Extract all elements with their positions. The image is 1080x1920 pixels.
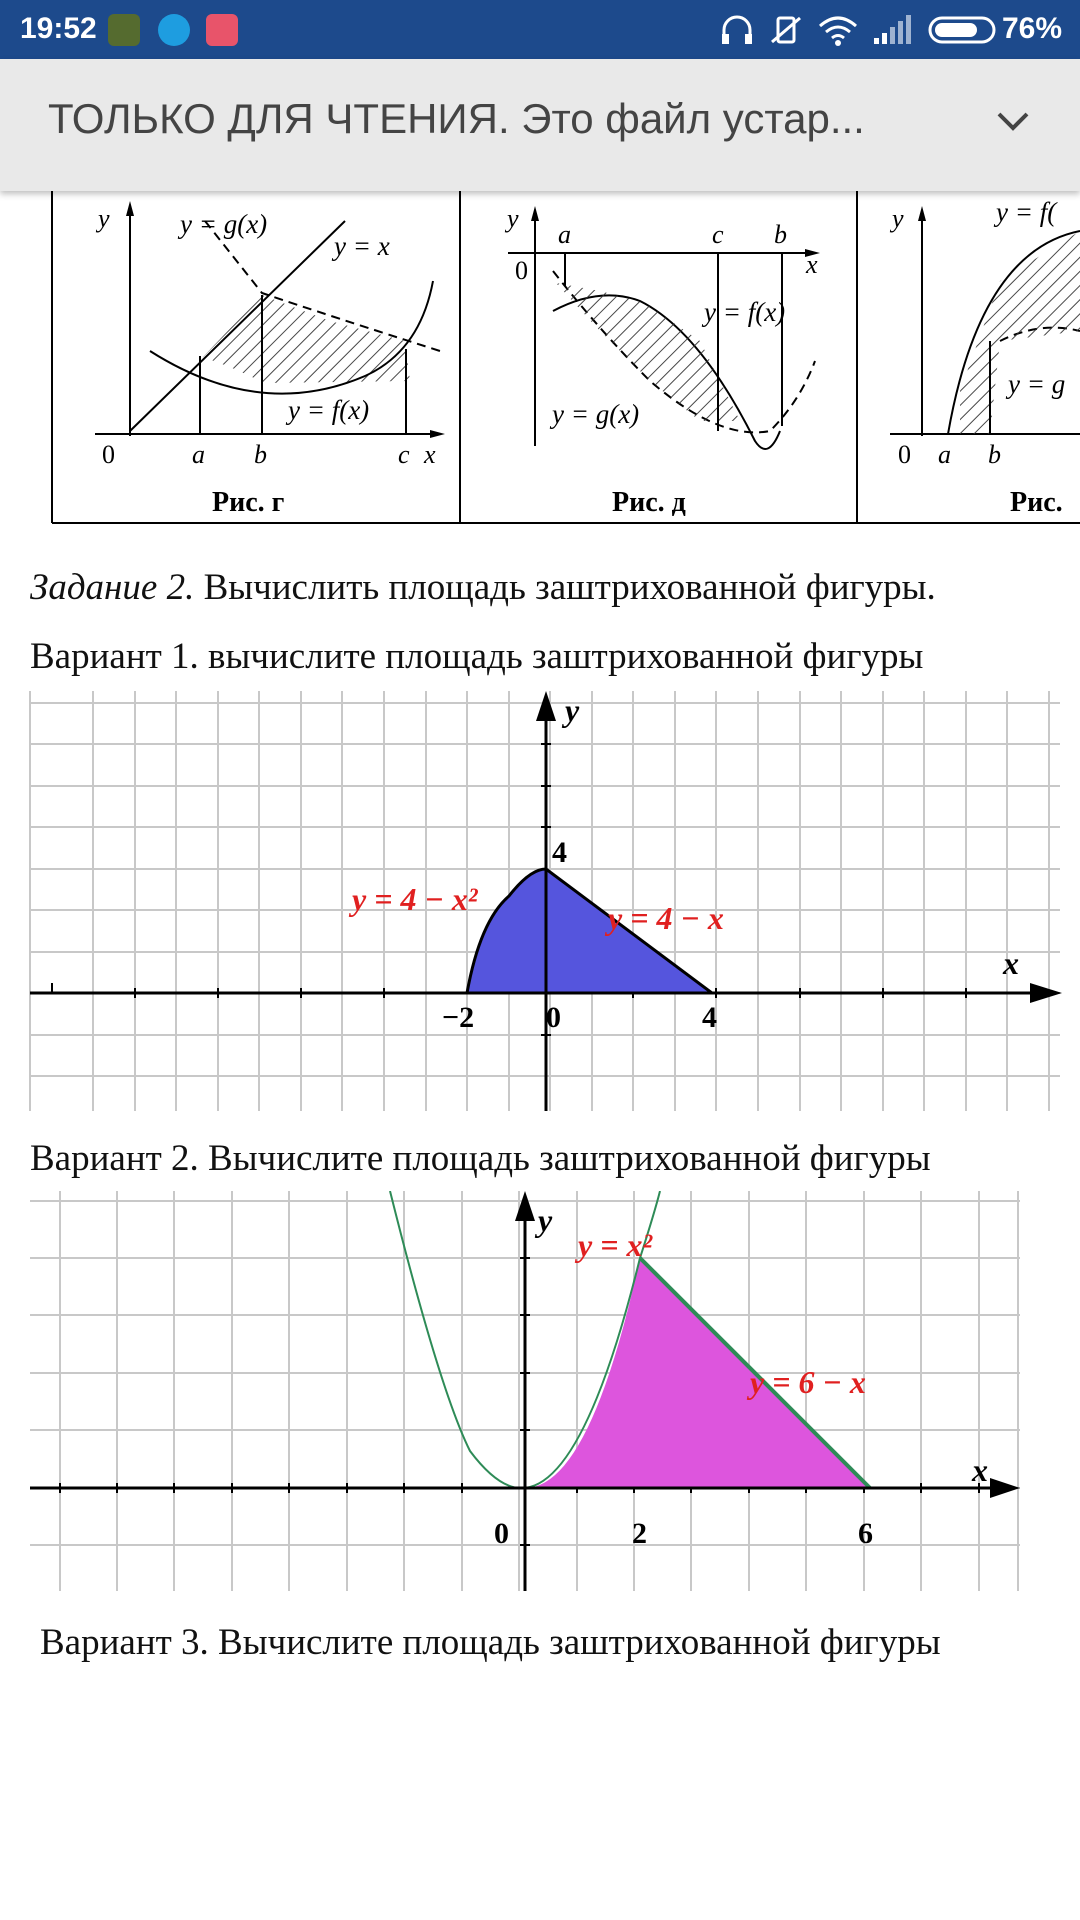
fig-e-y-label: y — [892, 204, 904, 233]
fig-d-caption: Рис. д — [612, 487, 686, 518]
variant2-tick-0: 0 — [494, 1517, 509, 1550]
figure-g — [95, 201, 445, 518]
fig-g-c: c — [398, 440, 410, 469]
fig-e-f-label: y = f( — [996, 197, 1057, 227]
fig-e-b: b — [988, 440, 1001, 469]
fig-g-g-label: y = g(x) — [180, 209, 268, 239]
variant1-graph — [0, 691, 1080, 1111]
fig-d-origin: 0 — [515, 256, 528, 285]
status-bar — [0, 0, 1080, 59]
fig-d-b: b — [774, 220, 787, 249]
fig-g-f-label: y = f(x) — [288, 395, 370, 425]
task-label: Задание 2. — [30, 567, 195, 608]
fig-e-origin: 0 — [898, 440, 911, 469]
variant1-x-arrow — [1030, 983, 1062, 1003]
variant1-tick-4x: 4 — [702, 1001, 717, 1034]
fig-g-a: a — [192, 440, 205, 469]
variant1-tick-4y: 4 — [552, 836, 567, 869]
variant1-x-label: x — [1003, 945, 1019, 981]
task-paragraph — [30, 566, 936, 609]
variant2-heading: Вариант 2. Вычислите площадь заштрихованной фигуры — [30, 1138, 931, 1179]
vibrate-off-icon — [768, 14, 804, 46]
fig-d-f-label: y = f(x) — [704, 297, 786, 327]
task-text: Вычислить площадь заштрихованной фигуры. — [194, 567, 936, 608]
document-content[interactable] — [0, 191, 1080, 1920]
variant2-tick-6: 6 — [858, 1517, 873, 1550]
variant2-graph — [0, 1191, 1080, 1611]
fig-d-g-label: y = g(x) — [552, 399, 640, 429]
variant1-heading: Вариант 1. вычислите площадь заштрихованной фигуры — [30, 636, 924, 677]
fig-e-a: a — [938, 440, 951, 469]
variant1-eq-parabola: y = 4 − x² — [352, 881, 478, 917]
figure-e — [889, 197, 1080, 518]
variant1-y-arrow — [536, 691, 556, 721]
fig-d-x-label: x — [806, 250, 818, 279]
figure-d — [504, 204, 820, 518]
read-only-banner-text: ТОЛЬКО ДЛЯ ЧТЕНИЯ. Это файл устар... — [48, 95, 865, 142]
variant1-eq-line: y = 4 − x — [608, 900, 724, 936]
wifi-icon — [818, 14, 858, 46]
battery-icon — [928, 14, 1000, 46]
variant2-eq-parabola: y = x² — [578, 1227, 653, 1263]
variant2-y-label: y — [538, 1202, 553, 1238]
variant3-heading: Вариант 3. Вычислите площадь заштрихованной фигуры — [40, 1622, 941, 1663]
status-time: 19:52 — [20, 12, 97, 45]
read-only-banner[interactable] — [0, 59, 1080, 191]
signal-icon — [872, 14, 912, 46]
fig-e-g-label: y = g — [1008, 369, 1066, 399]
fig-g-origin: 0 — [102, 440, 115, 469]
variant1-y-label: y — [565, 692, 580, 728]
variant1-tick-minus2: −2 — [442, 1001, 475, 1034]
skype-icon — [158, 14, 190, 46]
variant2-eq-line: y = 6 − x — [750, 1364, 866, 1400]
fig-d-a: a — [558, 220, 571, 249]
fig-g-line-label: y = x — [334, 231, 390, 261]
variant1-tick-0: 0 — [546, 1001, 561, 1034]
fig-d-y-label: y — [507, 204, 519, 233]
fig-d-c: c — [712, 220, 724, 249]
fig-e-caption: Рис. — [1010, 487, 1063, 518]
fig-g-x-label: x — [424, 440, 436, 469]
fig-g-y-label: y — [98, 204, 110, 233]
tiktok-icon — [206, 14, 238, 46]
app-icon — [108, 14, 140, 46]
fig-g-caption: Рис. г — [212, 487, 285, 518]
headphones-icon — [720, 14, 754, 46]
chevron-down-icon[interactable] — [996, 111, 1030, 133]
variant2-x-arrow — [990, 1478, 1020, 1498]
fig-g-b: b — [254, 440, 267, 469]
battery-percent: 76% — [1001, 12, 1062, 45]
figures-table — [0, 191, 1080, 531]
variant2-x-label: x — [972, 1452, 988, 1488]
variant2-tick-2: 2 — [632, 1517, 647, 1550]
